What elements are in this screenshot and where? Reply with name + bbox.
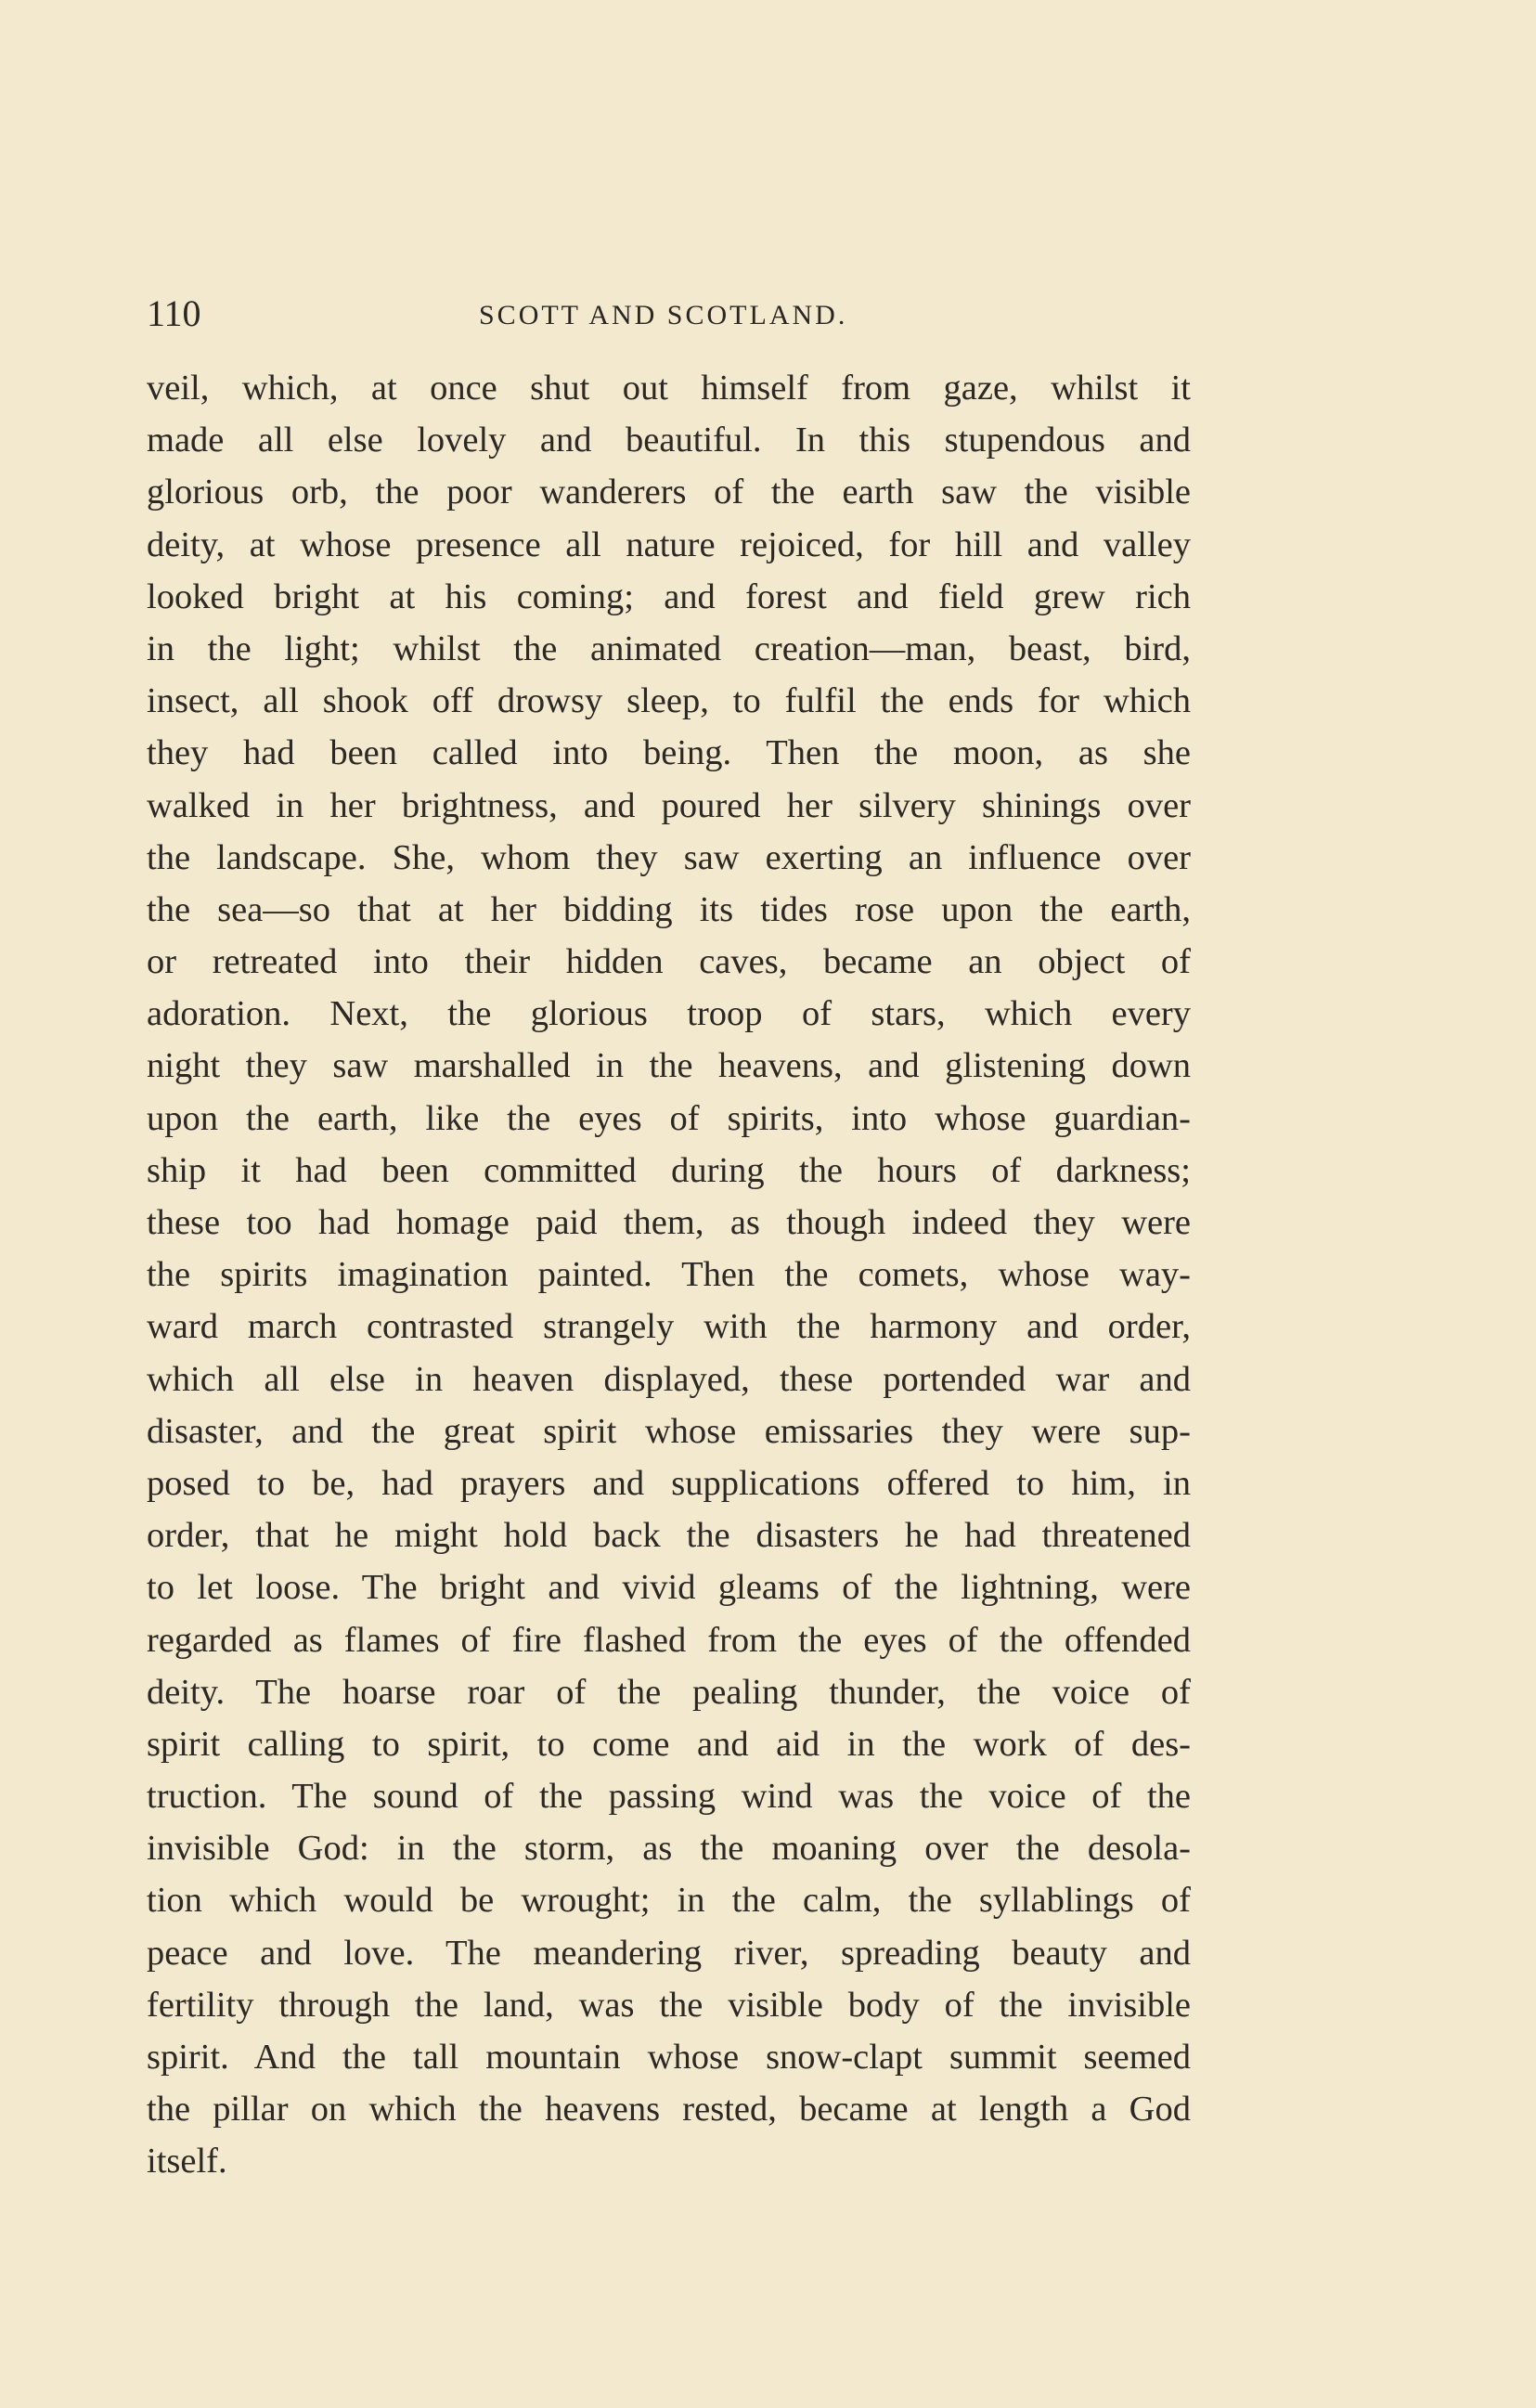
text-line: the landscape. She, whom they saw exerting an influence over: [147, 837, 1191, 877]
text-line: tion which would be wrought; in the calm, the syllablings of: [147, 1881, 1191, 1921]
text-line: peace and love. The meandering river, spreading beauty and: [147, 1933, 1191, 1973]
text-line: adoration. Next, the glorious troop of stars, which every: [147, 994, 1191, 1034]
text-line: the sea—so that at her bidding its tides rose upon the earth,: [147, 889, 1191, 929]
text-line: glorious orb, the poor wanderers of the earth saw the visible: [147, 473, 1191, 512]
text-line: veil, which, at once shut out himself from gaze, whilst it: [147, 369, 1191, 408]
page-number: 110: [147, 292, 201, 334]
text-line: they had been called into being. Then the moon, as she: [147, 733, 1191, 773]
text-line: invisible God: in the storm, as the moaning over the desola-: [147, 1829, 1191, 1869]
text-line: order, that he might hold back the disasters he had threatened: [147, 1516, 1191, 1556]
text-line: or retreated into their hidden caves, became an object of: [147, 942, 1191, 982]
text-line: the spirits imagination painted. Then the comets, whose way-: [147, 1255, 1191, 1295]
body-text: [147, 362, 1191, 2188]
running-title: SCOTT AND SCOTLAND.: [479, 300, 848, 330]
text-line: posed to be, had prayers and supplications offered to him, in: [147, 1463, 1191, 1503]
text-line: deity. The hoarse roar of the pealing thunder, the voice of: [147, 1672, 1191, 1712]
text-line: made all else lovely and beautiful. In this stupendous and: [147, 421, 1191, 460]
text-line: ship it had been committed during the hours of darkness;: [147, 1150, 1191, 1190]
text-line: these too had homage paid them, as though indeed they were: [147, 1203, 1191, 1242]
text-line: fertility through the land, was the visible body of the invisible: [147, 1985, 1191, 2025]
text-line: insect, all shook off drowsy sleep, to fulfil the ends for which: [147, 681, 1191, 721]
text-line: spirit calling to spirit, to come and aid in the work of des-: [147, 1724, 1191, 1764]
text-line: in the light; whilst the animated creation—man, beast, bird,: [147, 628, 1191, 668]
text-line: the pillar on which the heavens rested, became at length a God: [147, 2090, 1191, 2130]
text-line: truction. The sound of the passing wind was the voice of the: [147, 1777, 1191, 1817]
text-line: walked in her brightness, and poured her silvery shinings over: [147, 785, 1191, 825]
text-line: upon the earth, like the eyes of spirits, into whose guardian-: [147, 1098, 1191, 1138]
text-line: itself.: [147, 2142, 227, 2181]
text-line: regarded as flames of fire flashed from the eyes of the offended: [147, 1620, 1191, 1660]
text-line: ward march contrasted strangely with the harmony and order,: [147, 1307, 1191, 1347]
text-line: looked bright at his coming; and forest and field grew rich: [147, 576, 1191, 616]
text-line: spirit. And the tall mountain whose snow-clapt summit seemed: [147, 2038, 1191, 2077]
text-line: deity, at whose presence all nature rejoiced, for hill and valley: [147, 524, 1191, 564]
text-line: disaster, and the great spirit whose emissaries they were sup-: [147, 1411, 1191, 1451]
text-line: night they saw marshalled in the heavens, and glistening down: [147, 1046, 1191, 1086]
text-line: which all else in heaven displayed, these portended war and: [147, 1359, 1191, 1399]
running-head: [147, 286, 1205, 342]
text-line: to let loose. The bright and vivid gleams of the lightning, were: [147, 1568, 1191, 1608]
